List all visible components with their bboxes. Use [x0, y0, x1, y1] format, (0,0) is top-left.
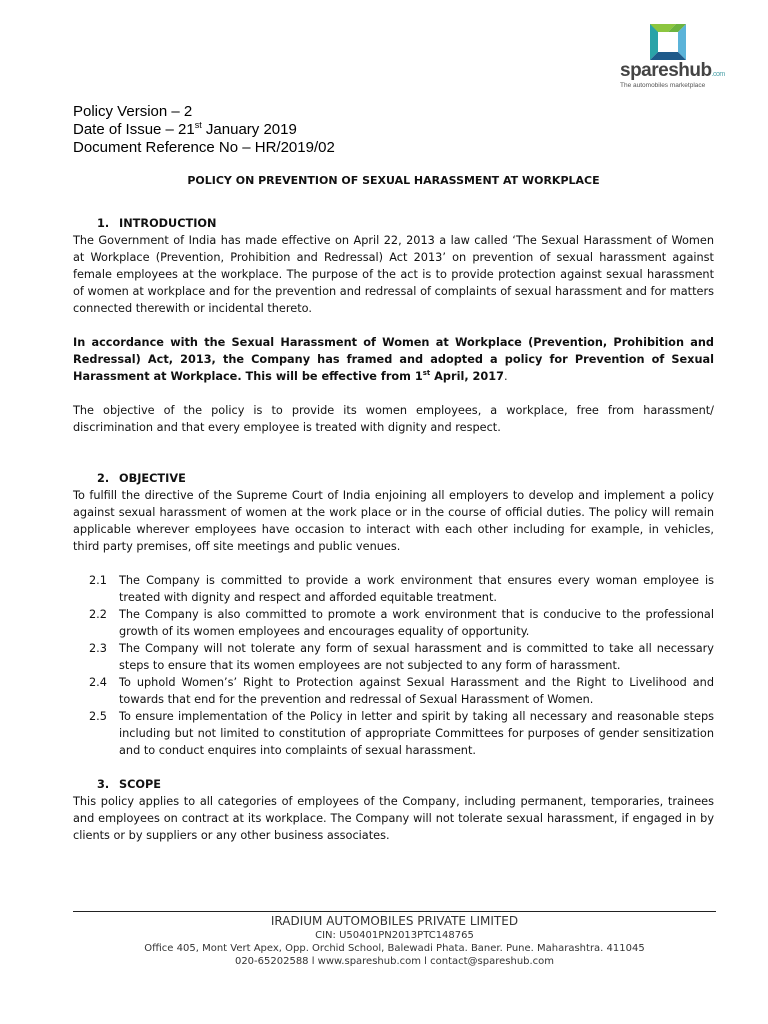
page-footer: [73, 911, 716, 968]
footer-company-name: IRADIUM AUTOMOBILES PRIVATE LIMITED: [270, 914, 519, 928]
list-item: 2.3 The Company will not tolerate any form of sexual harassment and is committed to take all necessary steps to ensure that its women employees are not subjected to any form of harassment.: [89, 642, 714, 672]
logo-tagline: The automobiles marketplace: [620, 82, 706, 89]
policy-version: Policy Version – 2: [73, 103, 193, 120]
intro-paragraph: The Government of India has made effective on April 22, 2013 a law called ‘The Sexual Harassment of Women at Workplace (Prevention, Prohibition and Redressal) Act 2013’ on prevention of sexual harassment against female employees at the workplace. The purpose of the act is to provide protection against sexual harassment of women at workplace and for the prevention and redressal of complaints of sexual harassment and for matters connected therewith or incidental thereto.: [73, 234, 714, 315]
section-heading-introduction: 1. INTRODUCTION: [97, 217, 217, 230]
objective-list: [73, 572, 714, 759]
intro-policy-statement: In accordance with the Sexual Harassment of Women at Workplace (Prevention, Prohibition and Redressal) Act, 2013, the Company has framed and adopted a policy for Prevention of Sexual Harassment at Workplace. This will be effective from 1st April, 2017.: [73, 336, 714, 383]
list-item: 2.5 To ensure implementation of the Policy in letter and spirit by taking all necessary and reasonable steps including but not limited to constitution of appropriate Committees for purposes of gender sensitization and to conduct enquires into complaints of sexual harassment.: [89, 710, 714, 757]
list-item: 2.4 To uphold Women’s’ Right to Protection against Sexual Harassment and the Right to Livelihood and towards that end for the prevention and redressal of Sexual Harassment of Women.: [89, 676, 714, 706]
list-item: 2.2 The Company is also committed to promote a work environment that is conducive to the professional growth of its women employees and encourages equality of opportunity.: [89, 608, 714, 638]
footer-contact: 020-65202588 l www.spareshub.com l contact@spareshub.com: [234, 956, 555, 967]
company-logo: [618, 22, 725, 92]
document-body: [73, 172, 714, 844]
intro-objective-paragraph: The objective of the policy is to provide its women employees, a workplace, free from harassment/ discrimination and that every employee is treated with dignity and respect.: [73, 404, 714, 434]
document-title: POLICY ON PREVENTION OF SEXUAL HARASSMENT AT WORKPLACE: [187, 174, 600, 187]
section-heading-objective: 2. OBJECTIVE: [97, 472, 186, 485]
footer-address: Office 405, Mont Vert Apex, Opp. Orchid School, Balewadi Phata. Baner. Pune. Maharashtra. 411045: [144, 943, 645, 954]
spareshub-logo-icon: [650, 24, 686, 60]
logo-wordmark: spareshub.com: [620, 60, 725, 81]
footer-cin: CIN: U50401PN2013PTC148765: [315, 930, 474, 941]
document-meta: [73, 103, 335, 157]
date-of-issue: Date of Issue – 21st January 2019: [73, 120, 297, 138]
list-item: 2.1 The Company is committed to provide a work environment that ensures every woman employee is treated with dignity and respect and afforded equitable treatment.: [89, 574, 714, 604]
section-heading-scope: 3. SCOPE: [97, 778, 162, 791]
objective-paragraph: To fulfill the directive of the Supreme Court of India enjoining all employers to develop and implement a policy against sexual harassment of women at the work place or in the course of official duties. The policy will remain applicable wherever employees have occasion to interact with each other including for example, in vehicles, third party premises, off site meetings and public venues.: [73, 489, 714, 553]
scope-paragraph: This policy applies to all categories of employees of the Company, including permanent, temporaries, trainees and employees on contract at its workplace. The Company will not tolerate sexual harassment, if engaged in by clients or by suppliers or any other business associates.: [73, 795, 714, 842]
footer-divider: [73, 911, 716, 912]
document-reference: Document Reference No – HR/2019/02: [73, 139, 335, 156]
